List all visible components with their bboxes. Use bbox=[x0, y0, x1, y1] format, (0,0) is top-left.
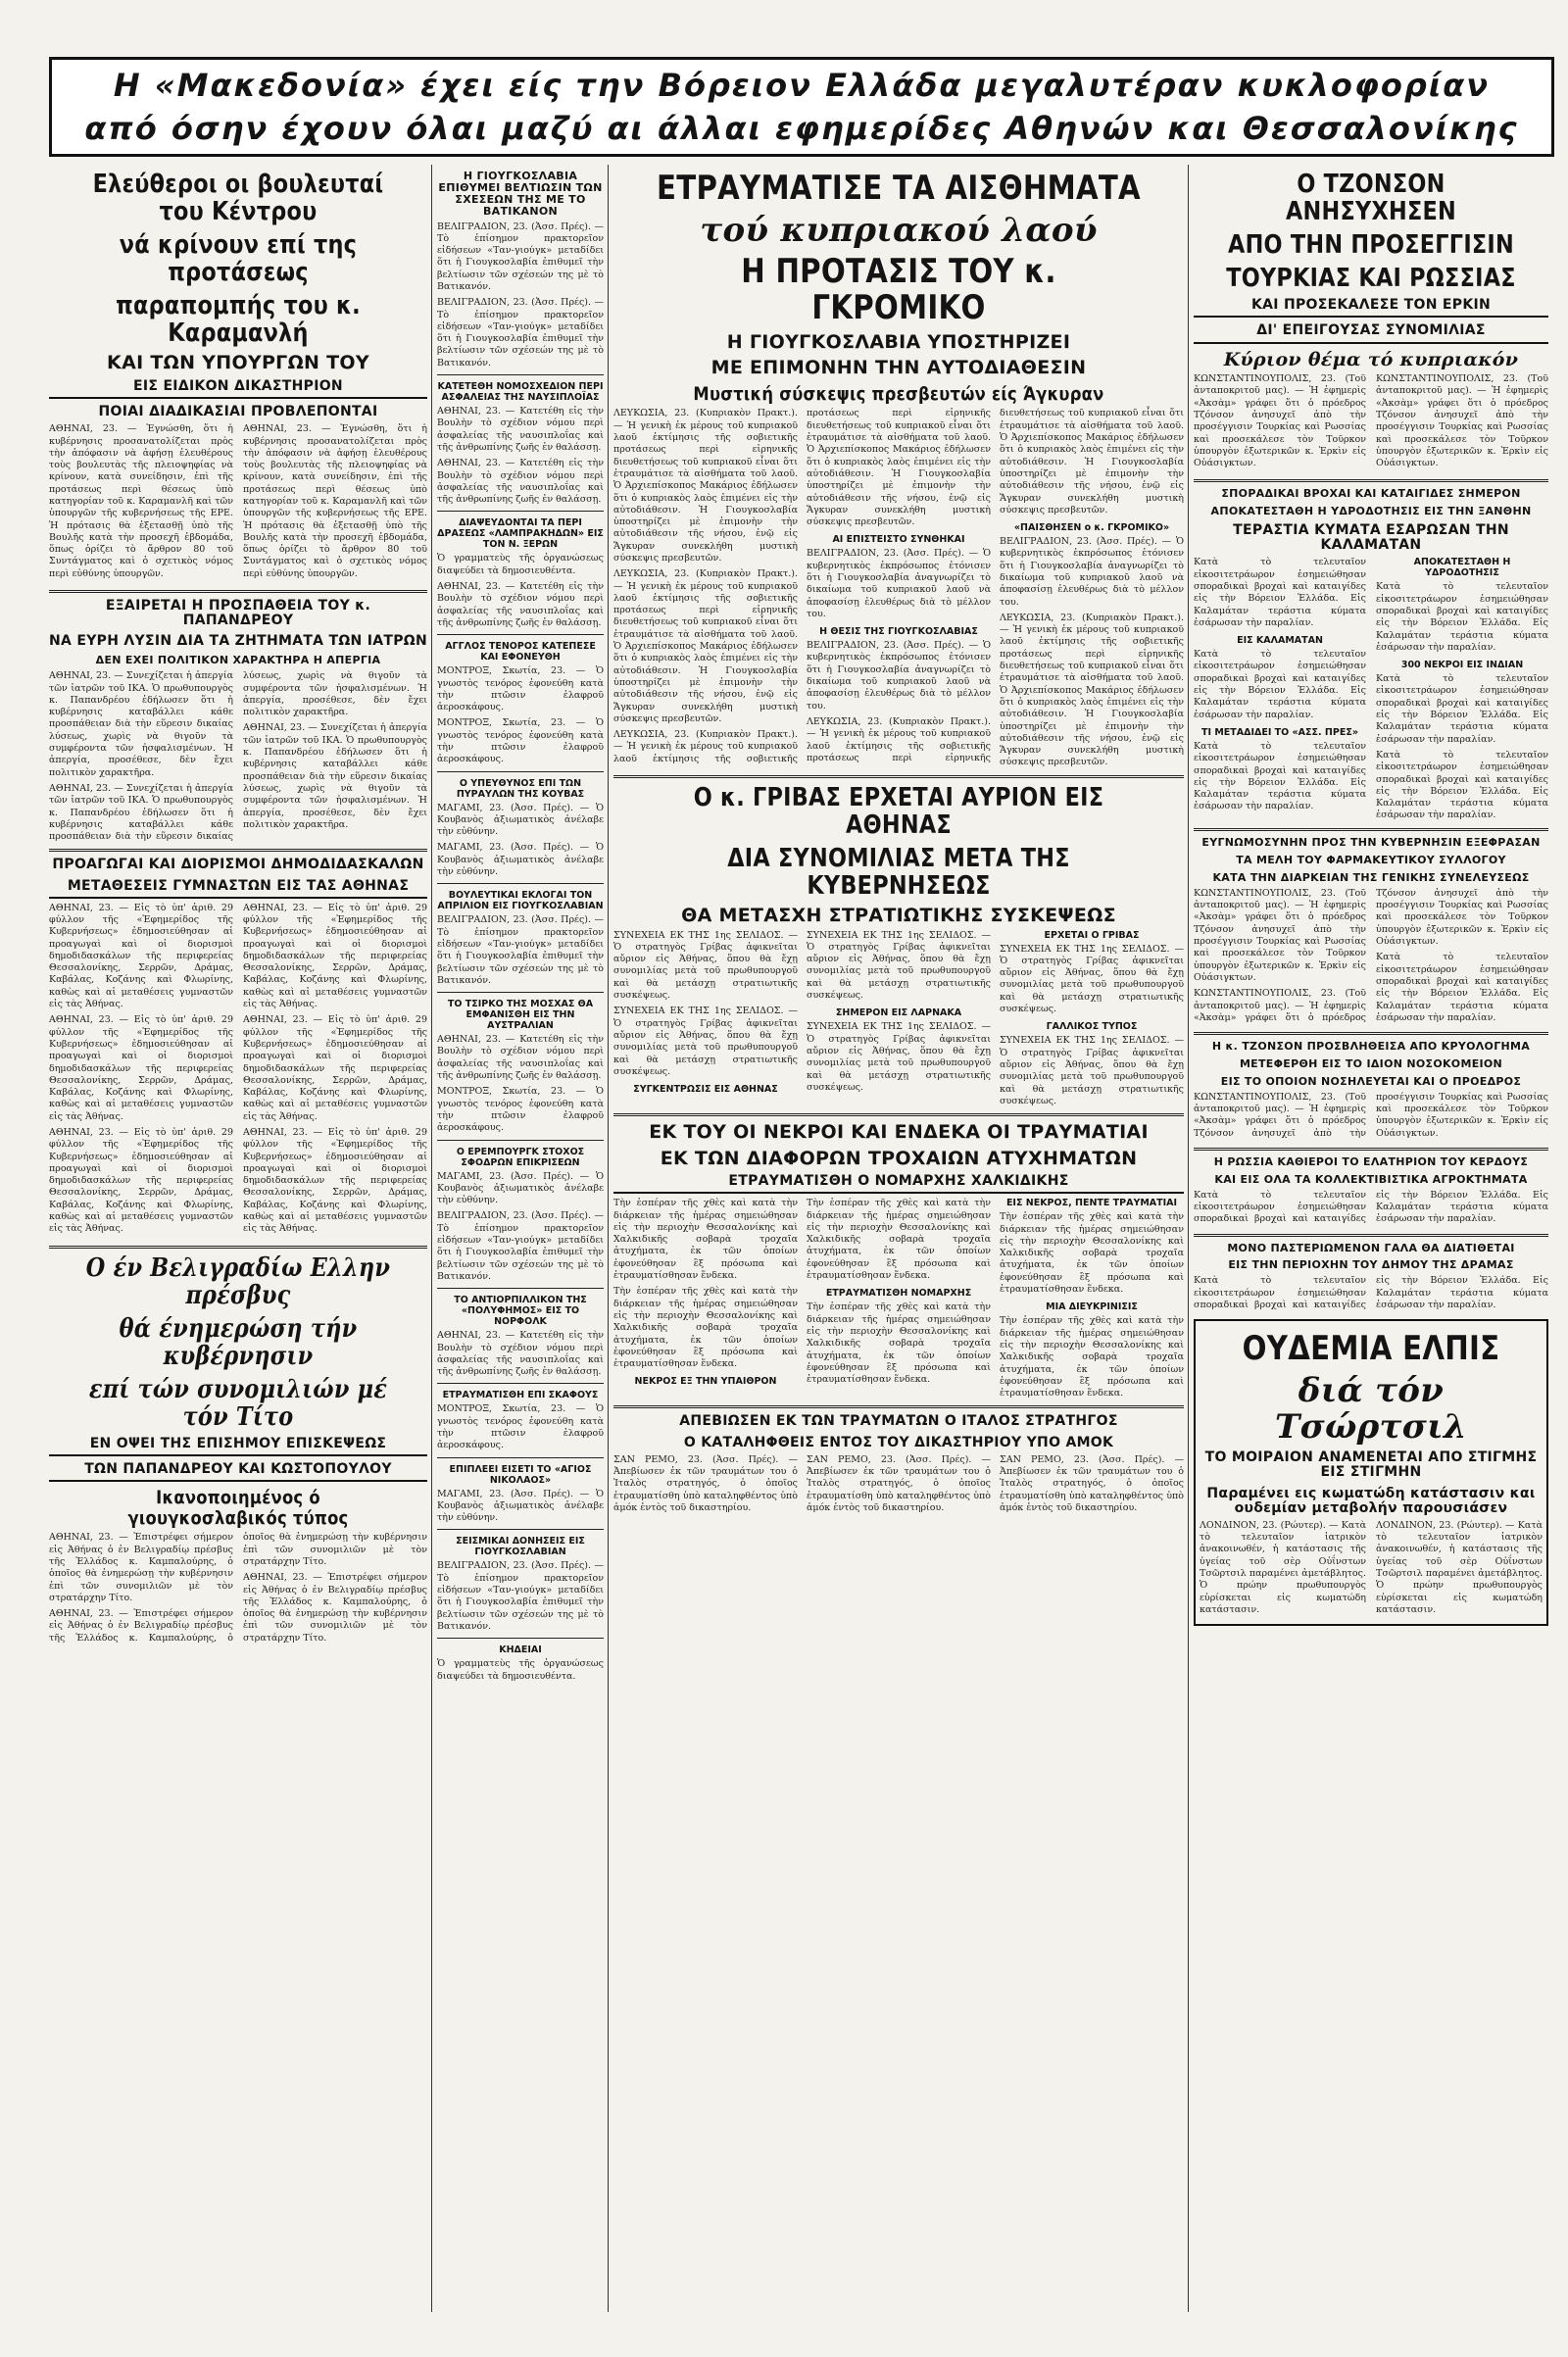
article-headline: ΚΗΔΕΙΑΙ bbox=[499, 1645, 542, 1656]
column-2 bbox=[437, 165, 604, 2312]
article-text: Κατὰ τὸ τελευταῖον εἰκοσιτετράωρον ἐσημειώθησαν σποραδικαὶ βροχαὶ καὶ καταιγίδες εἰς τὴν Βόρειον Ἑλλάδα. Εἰς Καλαμάταν τεράστια κύματα ἐσάρωσαν τὴν παραλίαν. bbox=[1194, 1275, 1548, 1310]
article-headline: Η ΡΩΣΣΙΑ ΚΑΘΙΕΡΟΙ ΤΟ ΕΛΑΤΗΡΙΟΝ ΤΟΥ ΚΕΡΔΟΥΣ bbox=[1213, 1154, 1529, 1168]
article-headline: ΕΙΣ ΤΗΝ ΠΕΡΙΟΧΗΝ ΤΟΥ ΔΗΜΟΥ ΤΗΣ ΔΡΑΜΑΣ bbox=[1228, 1258, 1514, 1272]
article-headline: ΜΟΝΟ ΠΑΣΤΕΡΙΩΜΕΝΟΝ ΓΑΛΑ ΘΑ ΔΙΑΤΙΘΕΤΑΙ bbox=[1227, 1241, 1515, 1254]
article-body bbox=[613, 1198, 1184, 1399]
article-text: ΣΥΝΕΧΕΙΑ ΕΚ ΤΗΣ 1ης ΣΕΛΙΔΟΣ. — Ὁ στρατηγὸς Γρίβας ἀφικνεῖται αὔριον εἰς Ἀθήνας, ὅπου θὰ ἔχῃ συνομιλίας μετὰ τοῦ πρωθυπουργοῦ καὶ θὰ μετάσχῃ στρατιωτικῆς συσκέψεως. bbox=[1000, 943, 1184, 1015]
article-text: ΚΩΝΣΤΑΝΤΙΝΟΥΠΟΛΙΣ, 23. (Τοῦ ἀνταποκριτοῦ μας). — Ἡ ἐφημερὶς «Ἀκσὰμ» γράφει ὅτι ὁ πρόεδρος Τζόνσον ἀνησυχεῖ ἀπὸ τὴν προσέγγισιν Τουρκίας καὶ Ρωσσίας καὶ προσεκάλεσε τὸν Τοῦρκον ὑπουργὸν ἐξωτερικῶν κ. Ἐρκὶν εἰς Οὐάσιγκτων. bbox=[1194, 887, 1366, 983]
article-subheadline: ΕΙΣ ΕΙΔΙΚΟΝ ΔΙΚΑΣΤΗΡΙΟΝ bbox=[49, 379, 427, 399]
article-headline: ΝΑ ΕΥΡΗ ΛΥΣΙΝ ΔΙΑ ΤΑ ΖΗΤΗΜΑΤΑ ΤΩΝ ΙΑΤΡΩΝ bbox=[49, 633, 427, 650]
article-text: ΚΩΝΣΤΑΝΤΙΝΟΥΠΟΛΙΣ, 23. (Τοῦ ἀνταποκριτοῦ μας). — Ἡ ἐφημερὶς «Ἀκσὰμ» γράφει ὅτι ὁ πρόεδρος Τζόνσον ἀνησυχεῖ ἀπὸ τὴν προσέγγισιν Τουρκίας καὶ Ρωσσίας καὶ προσεκάλεσε τὸν Τοῦρκον ὑπουργὸν ἐξωτερικῶν κ. Ἐρκὶν εἰς Οὐάσιγκτων. bbox=[1194, 373, 1366, 469]
article-headline: ΟΥΔΕΜΙΑ ΕΛΠΙΣ bbox=[1242, 1329, 1500, 1369]
article-headline: ΣΕΙΣΜΙΚΑΙ ΔΟΝΗΣΕΙΣ ΕΙΣ ΓΙΟΥΓΚΟΣΛΑΒΙΑΝ bbox=[456, 1536, 585, 1558]
article-headline: ΕΚ ΤΟΥ ΟΙ ΝΕΚΡΟΙ ΚΑΙ ΕΝΔΕΚΑ ΟΙ ΤΡΑΥΜΑΤΙΑΙ bbox=[649, 1121, 1149, 1144]
article-text: Τὴν ἑσπέραν τῆς χθὲς καὶ κατὰ τὴν διάρκειαν τῆς ἡμέρας σημειώθησαν εἰς τὴν περιοχὴν Θεσσαλονίκης καὶ Χαλκιδικῆς σοβαρὰ τροχαῖα ἀτυχήματα, ἐκ τῶν ὁποίων ἐφονεύθησαν ἓξ πρόσωπα καὶ ἐτραυματίσθησαν ἕνδεκα. bbox=[807, 1198, 991, 1282]
article-text: ΑΘΗΝΑΙ, 23. — Ἐγνώσθη, ὅτι ἡ κυβέρνησις προσανατολίζεται πρὸς τὴν ἀπόφασιν νὰ ἀφήσῃ ἐλευθέρους τοὺς βουλευτὰς τῆς πλειοψηφίας νὰ κρίνουν, κατὰ συνείδησιν, ἐπὶ τῆς προτάσεως περὶ θέσεως ὑπὸ κατηγορίαν τοῦ κ. Καραμανλῆ καὶ τῶν ὑπουργῶν τῆς κυβερνήσεως τῆς ΕΡΕ. Ἡ πρότασις θὰ ἐξετασθῇ ὑπὸ τῆς Βουλῆς κατὰ τὴν προσεχῆ ἑβδομάδα, ὅπως ὁρίζει τὸ ἄρθρον 80 τοῦ Συντάγματος καὶ ὁ σχετικὸς νόμος περὶ εὐθύνης ὑπουργῶν. bbox=[243, 423, 427, 579]
article-subheadline: ΔΙ' ΕΠΕΙΓΟΥΣΑΣ ΣΥΝΟΜΙΛΙΑΣ bbox=[1194, 323, 1548, 343]
article-subheadline: ΤΙ ΜΕΤΑΔΙΔΕΙ ΤΟ «ΑΣΣ. ΠΡΕΣ» bbox=[1201, 726, 1358, 738]
article-body bbox=[1194, 1275, 1548, 1313]
article-text: ΣΥΝΕΧΕΙΑ ΕΚ ΤΗΣ 1ης ΣΕΛΙΔΟΣ. — Ὁ στρατηγὸς Γρίβας ἀφικνεῖται αὔριον εἰς Ἀθήνας, ὅπου θὰ ἔχῃ συνομιλίας μετὰ τοῦ πρωθυπουργοῦ καὶ θὰ μετάσχῃ στρατιωτικῆς συσκέψεως. bbox=[807, 929, 991, 1002]
article-text: Κατὰ τὸ τελευταῖον εἰκοσιτετράωρον ἐσημειώθησαν σποραδικαὶ βροχαὶ καὶ καταιγίδες εἰς τὴν Βόρειον Ἑλλάδα. Εἰς Καλαμάταν τεράστια κύματα ἐσάρωσαν τὴν παραλίαν. bbox=[1376, 673, 1548, 745]
newspaper-page bbox=[20, 18, 1548, 2322]
article-text: ΚΩΝΣΤΑΝΤΙΝΟΥΠΟΛΙΣ, 23. (Τοῦ ἀνταποκριτοῦ μας). — Ἡ ἐφημερὶς «Ἀκσὰμ» γράφει ὅτι ὁ πρόεδρος Τζόνσον ἀνησυχεῖ ἀπὸ τὴν προσέγγισιν Τουρκίας καὶ Ρωσσίας καὶ προσεκάλεσε τὸν Τοῦρκον ὑπουργὸν ἐξωτερικῶν κ. Ἐρκὶν εἰς Οὐάσιγκτων. bbox=[1194, 1091, 1548, 1139]
article-subheadline: Παραμένει εις κωματώδη κατάστασιν και ουδεμίαν μεταβολήν παρουσιάσεν bbox=[1206, 1485, 1536, 1516]
column-divider bbox=[608, 165, 609, 2312]
article-subheadline: 300 ΝΕΚΡΟΙ ΕΙΣ ΙΝΔΙΑΝ bbox=[1400, 660, 1524, 671]
article-text: Κατὰ τὸ τελευταῖον εἰκοσιτετράωρον ἐσημειώθησαν σποραδικαὶ βροχαὶ καὶ καταιγίδες εἰς τὴν Βόρειον Ἑλλάδα. Εἰς Καλαμάταν τεράστια κύματα ἐσάρωσαν τὴν παραλίαν. bbox=[1194, 740, 1366, 812]
article-subheadline: ΜΙΑ ΔΙΕΥΚΡΙΝΙΣΙΣ bbox=[1046, 1301, 1138, 1313]
article-headline: Ελεύθεροι οι βουλευταί του Κέντρου bbox=[92, 170, 384, 227]
divider bbox=[437, 1383, 604, 1384]
article-headline: ΑΠΟΚΑΤΕΣΤΑΘΗ Η ΥΔΡΟΔΟΤΗΣΙΣ ΕΙΣ ΤΗΝ ΞΑΝΘΗΝ bbox=[1210, 505, 1532, 518]
divider bbox=[437, 771, 604, 772]
article-text: ΚΩΝΣΤΑΝΤΙΝΟΥΠΟΛΙΣ, 23. (Τοῦ ἀνταποκριτοῦ μας). — Ἡ ἐφημερὶς «Ἀκσὰμ» γράφει ὅτι ὁ πρόεδρος Τζόνσον ἀνησυχεῖ ἀπὸ τὴν προσέγγισιν Τουρκίας καὶ Ρωσσίας καὶ προσεκάλεσε τὸν Τοῦρκον ὑπουργὸν ἐξωτερικῶν κ. Ἐρκὶν εἰς Οὐάσιγκτων. bbox=[1194, 887, 1548, 1023]
article-body bbox=[1194, 557, 1548, 822]
article-text: ΜΟΝΤΡΟΞ, Σκωτία, 23. — Ὁ γνωστὸς τενόρος ἐφονεύθη κατὰ τὴν πτῶσιν ἐλαφροῦ ἀεροσκάφους. bbox=[437, 717, 604, 765]
article-text: ΛΕΥΚΩΣΙΑ, 23. (Κυπριακὸν Πρακτ.). — Ἡ γενικὴ ἐκ μέρους τοῦ κυπριακοῦ λαοῦ ἐκτίμησις τῆς σοβιετικῆς προτάσεως περὶ εἰρηνικῆς διευθετήσεως τοῦ κυπριακοῦ εἶναι ὅτι ἐτραυμάτισε τὰ αἰσθήματα τοῦ λαοῦ. Ὁ Ἀρχιεπίσκοπος Μακάριος ἐδήλωσεν ὅτι ὁ κυπριακὸς λαὸς ἐπιμένει εἰς τὴν αὐτοδιάθεσιν. Ἡ Γιουγκοσλαβία ὑποστηρίζει μὲ ἐπιμονὴν τὴν αὐτοδιάθεσιν τῆς νήσου, ἐνῷ εἰς Ἄγκυραν συνεκλήθη μυστικὴ σύσκεψις πρεσβευτῶν. bbox=[1000, 612, 1184, 768]
column-3 bbox=[613, 165, 1184, 2312]
article-headline: Ο ΕΡΕΜΠΟΥΡΓΚ ΣΤΟΧΟΣ ΣΦΟΔΡΩΝ ΕΠΙΚΡΙΣΕΩΝ bbox=[456, 1146, 585, 1168]
article-text: ΑΘΗΝΑΙ, 23. — Ἐγνώσθη, ὅτι ἡ κυβέρνησις προσανατολίζεται πρὸς τὴν ἀπόφασιν νὰ ἀφήσῃ ἐλευθέρους τοὺς βουλευτὰς τῆς πλειοψηφίας νὰ κρίνουν, κατὰ συνείδησιν, ἐπὶ τῆς προτάσεως περὶ θέσεως ὑπὸ κατηγορίαν τοῦ κ. Καραμανλῆ καὶ τῶν ὑπουργῶν τῆς κυβερνήσεως τῆς ΕΡΕ. Ἡ πρότασις θὰ ἐξετασθῇ ὑπὸ τῆς Βουλῆς κατὰ τὴν προσεχῆ ἑβδομάδα, ὅπως ὁρίζει τὸ ἄρθρον 80 τοῦ Συντάγματος καὶ ὁ σχετικὸς νόμος περὶ εὐθύνης ὑπουργῶν. bbox=[49, 423, 233, 579]
article-subheadline: Μυστική σύσκεψις πρεσβευτών είς Άγκυραν bbox=[693, 382, 1104, 405]
divider bbox=[49, 590, 427, 593]
article-text: ΚΩΝΣΤΑΝΤΙΝΟΥΠΟΛΙΣ, 23. (Τοῦ ἀνταποκριτοῦ μας). — Ἡ ἐφημερὶς «Ἀκσὰμ» γράφει ὅτι ὁ πρόεδρος Τζόνσον ἀνησυχεῖ ἀπὸ τὴν προσέγγισιν Τουρκίας καὶ Ρωσσίας καὶ προσεκάλεσε τὸν Τοῦρκον ὑπουργὸν ἐξωτερικῶν κ. Ἐρκὶν εἰς Οὐάσιγκτων. bbox=[1376, 373, 1548, 469]
article-subheadline: ΠΟΙΑΙ ΔΙΑΔΙΚΑΣΙΑΙ ΠΡΟΒΛΕΠΟΝΤΑΙ bbox=[98, 404, 378, 420]
article-headline: ΑΠΟ ΤΗΝ ΠΡΟΣΕΓΓΙΣΙΝ bbox=[1228, 230, 1514, 261]
article-subheadline: ΘΑ ΜΕΤΑΣΧΗ ΣΤΡΑΤΙΩΤΙΚΗΣ ΣΥΣΚΕΨΕΩΣ bbox=[681, 905, 1116, 927]
article-text: ΛΟΝΔΙΝΟΝ, 23. (Ρώυτερ). — Κατὰ τὸ τελευταῖον ἰατρικὸν ἀνακοινωθέν, ἡ κατάστασις τῆς ὑγείας τοῦ σὲρ Οὐΐνστων Τσῶρτσιλ παραμένει ἀμετάβλητος. Ὁ πρώην πρωθυπουργὸς εὑρίσκεται εἰς κωματώδη κατάστασιν. bbox=[1200, 1519, 1366, 1615]
divider bbox=[1194, 1032, 1548, 1035]
column-divider bbox=[1188, 165, 1189, 2312]
article-text: ΑΘΗΝΑΙ, 23. — Εἰς τὸ ὑπ' ἀριθ. 29 φύλλον τῆς «Ἐφημερίδος τῆς Κυβερνήσεως» ἐδημοσιεύθησαν αἱ προαγωγαὶ καὶ οἱ διορισμοὶ δημοδιδασκάλων τῆς περιφερείας Θεσσαλονίκης, Σερρῶν, Δράμας, Καβάλας, Κοζάνης καὶ Φλωρίνης, καθὼς καὶ αἱ μεταθέσεις γυμναστῶν εἰς τὰς Ἀθήνας. bbox=[243, 1014, 427, 1122]
article-headline: ΤΟ ΤΣΙΡΚΟ ΤΗΣ ΜΟΣΧΑΣ ΘΑ ΕΜΦΑΝΙΣΘΗ ΕΙΣ ΤΗΝ ΑΥΣΤΡΑΛΙΑΝ bbox=[447, 999, 594, 1032]
article-body bbox=[49, 903, 427, 1240]
article-text: ΒΕΛΙΓΡΑΔΙΟΝ, 23. (Ἀσσ. Πρές). — Τὸ ἐπίσημον πρακτορεῖον εἰδήσεων «Ταν-γιούγκ» μεταδίδει ὅτι ἡ Γιουγκοσλαβία ἐπιθυμεῖ τὴν βελτίωσιν τῶν σχέσεών της μὲ τὸ Βατικανόν. bbox=[437, 1560, 604, 1632]
article-body bbox=[49, 423, 427, 584]
article-subheadline: ΜΕΤΑΘΕΣΕΙΣ ΓΥΜΝΑΣΤΩΝ ΕΙΣ ΤΑΣ ΑΘΗΝΑΣ bbox=[49, 879, 427, 899]
banner-line-1: Η «Μακεδονία» έχει είς την Βόρειον Ελλάδα μεγαλυτέραν κυκλοφορίαν bbox=[113, 67, 1491, 104]
article-text: ΒΕΛΙΓΡΑΔΙΟΝ, 23. (Ἀσσ. Πρές). — Ὁ κυβερνητικὸς ἐκπρόσωπος ἐτόνισεν ὅτι ἡ Γιουγκοσλαβία ἀναγνωρίζει τὸ δικαίωμα τοῦ κυπριακοῦ λαοῦ νὰ ἀποφασίσῃ ἐλευθέρως διὰ τὸ μέλλον του. bbox=[807, 548, 991, 619]
article-text: ΑΘΗΝΑΙ, 23. — Συνεχίζεται ἡ ἀπεργία τῶν ἰατρῶν τοῦ ΙΚΑ. Ὁ πρωθυπουργὸς κ. Παπανδρέου ἐδήλωσεν ὅτι ἡ κυβέρνησις καταβάλλει κάθε προσπάθειαν διὰ τὴν εὕρεσιν δικαίας λύσεως, χωρὶς νὰ θιγοῦν τὰ συμφέροντα τῶν ἠσφαλισμένων. Ἡ ἀπεργία, προσέθεσε, δὲν ἔχει πολιτικὸν χαρακτῆρα. bbox=[49, 670, 427, 843]
column-divider bbox=[431, 165, 432, 2312]
article-headline: Ο έν Βελιγραδίω Ελλην πρέσβυς bbox=[85, 1252, 391, 1310]
article-headline: ΣΠΟΡΑΔΙΚΑΙ ΒΡΟΧΑΙ ΚΑΙ ΚΑΤΑΙΓΙΔΕΣ ΣΗΜΕΡΟΝ bbox=[1221, 487, 1521, 501]
article-headline: ΚΑΙ ΕΙΣ ΟΛΑ ΤΑ ΚΟΛΛΕΚΤΙΒΙΣΤΙΚΑ ΑΓΡΟΚΤΗΜΑΤΑ bbox=[1214, 1172, 1528, 1186]
article-body bbox=[613, 1454, 1184, 1518]
article-text: ΑΘΗΝΑΙ, 23. — Κατετέθη εἰς τὴν Βουλὴν τὸ σχέδιον νόμου περὶ ἀσφαλείας τῆς ναυσιπλοΐας καὶ τῆς ἀνθρωπίνης ζωῆς ἐν θαλάσσῃ. bbox=[437, 1330, 604, 1378]
article-text: ΜΑΓΑΜΙ, 23. (Ἀσσ. Πρές). — Ὁ Κουβανὸς ἀξιωματικὸς ἀνέλαβε τὴν εὐθύνην. bbox=[437, 802, 604, 838]
article-headline: ΕΚ ΤΩΝ ΔΙΑΦΟΡΩΝ ΤΡΟΧΑΙΩΝ ΑΤΥΧΗΜΑΤΩΝ bbox=[660, 1147, 1138, 1169]
article-text: ΑΘΗΝΑΙ, 23. — Συνεχίζεται ἡ ἀπεργία τῶν ἰατρῶν τοῦ ΙΚΑ. Ὁ πρωθυπουργὸς κ. Παπανδρέου ἐδήλωσεν ὅτι ἡ κυβέρνησις καταβάλλει κάθε προσπάθειαν διὰ τὴν εὕρεσιν δικαίας λύσεως, χωρὶς νὰ θιγοῦν τὰ συμφέροντα τῶν ἠσφαλισμένων. Ἡ ἀπεργία, προσέθεσε, δὲν ἔχει πολιτικὸν χαρακτῆρα. bbox=[243, 722, 427, 830]
divider bbox=[1194, 1234, 1548, 1237]
divider bbox=[437, 1140, 604, 1141]
article-text: ΜΟΝΤΡΟΞ, Σκωτία, 23. — Ὁ γνωστὸς τενόρος ἐφονεύθη κατὰ τὴν πτῶσιν ἐλαφροῦ ἀεροσκάφους. bbox=[437, 1403, 604, 1451]
article-headline: ΑΓΓΛΟΣ ΤΕΝΟΡΟΣ ΚΑΤΕΠΕΣΕ ΚΑΙ ΕΦΟΝΕΥΘΗ bbox=[445, 641, 596, 663]
article-subheadline: ΕΙΣ ΚΑΛΑΜΑΤΑΝ bbox=[1237, 635, 1323, 647]
article-headline: ΕΤΡΑΥΜΑΤΙΣΘΗ ΕΠΙ ΣΚΑΦΟΥΣ bbox=[442, 1390, 599, 1401]
article-headline: Ο ΥΠΕΥΘΥΝΟΣ ΕΠΙ ΤΩΝ ΠΥΡΑΥΛΩΝ ΤΗΣ ΚΟΥΒΑΣ bbox=[456, 777, 585, 800]
article-subheadline: ΑΙ ΕΠΙΣΤΕΙΣΤΟ ΣΥΝΘΗΚΑΙ bbox=[832, 534, 965, 546]
article-text: ΣΥΝΕΧΕΙΑ ΕΚ ΤΗΣ 1ης ΣΕΛΙΔΟΣ. — Ὁ στρατηγὸς Γρίβας ἀφικνεῖται αὔριον εἰς Ἀθήνας, ὅπου θὰ ἔχῃ συνομιλίας μετὰ τοῦ πρωθυπουργοῦ καὶ θὰ μετάσχῃ στρατιωτικῆς συσκέψεως. bbox=[1000, 1035, 1184, 1106]
article-headline: ΒΟΥΛΕΥΤΙΚΑΙ ΕΚΛΟΓΑΙ ΤΟΝ ΑΠΡΙΛΙΟΝ ΕΙΣ ΓΙΟΥΓΚΟΣΛΑΒΙΑΝ bbox=[437, 890, 604, 912]
article-subheadline: ΣΗΜΕΡΟΝ ΕΙΣ ΛΑΡΝΑΚΑ bbox=[835, 1007, 962, 1019]
article-text: ΣΥΝΕΧΕΙΑ ΕΚ ΤΗΣ 1ης ΣΕΛΙΔΟΣ. — Ὁ στρατηγὸς Γρίβας ἀφικνεῖται αὔριον εἰς Ἀθήνας, ὅπου θὰ ἔχῃ συνομιλίας μετὰ τοῦ πρωθυπουργοῦ καὶ θὰ μετάσχῃ στρατιωτικῆς συσκέψεως. bbox=[807, 1021, 991, 1093]
article-body bbox=[613, 930, 1184, 1108]
article-subheadline: ΤΩΝ ΠΑΠΑΝΔΡΕΟΥ ΚΑΙ ΚΩΣΤΟΠΟΥΛΟΥ bbox=[49, 1462, 427, 1482]
article-subheadline: ΕΤΡΑΥΜΑΤΙΣΘΗ Ο ΝΟΜΑΡΧΗΣ ΧΑΛΚΙΔΙΚΗΣ bbox=[613, 1174, 1184, 1194]
article-text: ΛΕΥΚΩΣΙΑ, 23. (Κυπριακὸν Πρακτ.). — Ἡ γενικὴ ἐκ μέρους τοῦ κυπριακοῦ λαοῦ ἐκτίμησις τῆς σοβιετικῆς προτάσεως περὶ εἰρηνικῆς διευθετήσεως τοῦ κυπριακοῦ εἶναι ὅτι ἐτραυμάτισε τὰ αἰσθήματα τοῦ λαοῦ. Ὁ Ἀρχιεπίσκοπος Μακάριος ἐδήλωσεν ὅτι ὁ κυπριακὸς λαὸς ἐπιμένει εἰς τὴν αὐτοδιάθεσιν. Ἡ Γιουγκοσλαβία ὑποστηρίζει μὲ ἐπιμονὴν τὴν αὐτοδιάθεσιν τῆς νήσου, ἐνῷ εἰς Ἄγκυραν συνεκλήθη μυστικὴ σύσκεψις πρεσβευτῶν. bbox=[613, 408, 991, 764]
article-headline: ΑΠΕΒΙΩΣΕΝ ΕΚ ΤΩΝ ΤΡΑΥΜΑΤΩΝ Ο ΙΤΑΛΟΣ ΣΤΡΑΤΗΓΟΣ bbox=[679, 1413, 1118, 1430]
article-text: ΑΘΗΝΑΙ, 23. — Εἰς τὸ ὑπ' ἀριθ. 29 φύλλον τῆς «Ἐφημερίδος τῆς Κυβερνήσεως» ἐδημοσιεύθησαν αἱ προαγωγαὶ καὶ οἱ διορισμοὶ δημοδιδασκάλων τῆς περιφερείας Θεσσαλονίκης, Σερρῶν, Δράμας, Καβάλας, Κοζάνης καὶ Φλωρίνης, καθὼς καὶ αἱ μεταθέσεις γυμναστῶν εἰς τὰς Ἀθήνας. bbox=[243, 902, 427, 1010]
article-subheadline: ΚΑΙ ΠΡΟΣΕΚΑΛΕΣΕ ΤΟΝ ΕΡΚΙΝ bbox=[1194, 298, 1548, 318]
article-headline: ΕΙΣ ΤΟ ΟΠΟΙΟΝ ΝΟΣΗΛΕΥΕΤΑΙ ΚΑΙ Ο ΠΡΟΕΔΡΟΣ bbox=[1220, 1074, 1522, 1088]
article-text: ΑΘΗΝΑΙ, 23. — Κατετέθη εἰς τὴν Βουλὴν τὸ σχέδιον νόμου περὶ ἀσφαλείας τῆς ναυσιπλοΐας καὶ τῆς ἀνθρωπίνης ζωῆς ἐν θαλάσσῃ. bbox=[437, 406, 604, 453]
article-headline: νά κρίνουν επί της προτάσεως bbox=[119, 230, 358, 288]
article-text: Κατὰ τὸ τελευταῖον εἰκοσιτετράωρον ἐσημειώθησαν σποραδικαὶ βροχαὶ καὶ καταιγίδες εἰς τὴν Βόρειον Ἑλλάδα. Εἰς Καλαμάταν τεράστια κύματα ἐσάρωσαν τὴν παραλίαν. bbox=[1376, 749, 1548, 821]
article-body bbox=[613, 408, 1184, 768]
article-text: ΑΘΗΝΑΙ, 23. — Κατετέθη εἰς τὴν Βουλὴν τὸ σχέδιον νόμου περὶ ἀσφαλείας τῆς ναυσιπλοΐας καὶ τῆς ἀνθρωπίνης ζωῆς ἐν θαλάσσῃ. bbox=[437, 1034, 604, 1082]
article-headline: θά ένημερώση τήν κυβέρνησιν bbox=[119, 1313, 358, 1371]
banner-line-2: από όσην έχουν όλαι μαζύ αι άλλαι εφημερίδες Αθηνών και Θεσσαλονίκης bbox=[84, 110, 1519, 147]
article-body bbox=[1194, 888, 1548, 1026]
article-text: Τὴν ἑσπέραν τῆς χθὲς καὶ κατὰ τὴν διάρκειαν τῆς ἡμέρας σημειώθησαν εἰς τὴν περιοχὴν Θεσσαλονίκης καὶ Χαλκιδικῆς σοβαρὰ τροχαῖα ἀτυχήματα, ἐκ τῶν ὁποίων ἐφονεύθησαν ἓξ πρόσωπα καὶ ἐτραυματίσθησαν ἕνδεκα. bbox=[613, 1198, 798, 1282]
divider bbox=[437, 634, 604, 635]
divider bbox=[437, 1457, 604, 1458]
article-body bbox=[1200, 1520, 1543, 1620]
article-headline: ΕΞΑΙΡΕΤΑΙ Η ΠΡΟΣΠΑΘΕΙΑ ΤΟΥ κ. ΠΑΠΑΝΔΡΕΟΥ bbox=[105, 598, 371, 629]
article-text: Τὴν ἑσπέραν τῆς χθὲς καὶ κατὰ τὴν διάρκειαν τῆς ἡμέρας σημειώθησαν εἰς τὴν περιοχὴν Θεσσαλονίκης καὶ Χαλκιδικῆς σοβαρὰ τροχαῖα ἀτυχήματα, ἐκ τῶν ὁποίων ἐφονεύθησαν ἓξ πρόσωπα καὶ ἐτραυματίσθησαν ἕνδεκα. bbox=[1000, 1211, 1184, 1296]
article-headline: ΤΕΡΑΣΤΙΑ ΚΥΜΑΤΑ ΕΣΑΡΩΣΑΝ ΤΗΝ ΚΑΛΑΜΑΤΑΝ bbox=[1233, 522, 1509, 554]
article-subheadline: ΕΙΣ ΝΕΚΡΟΣ, ΠΕΝΤΕ ΤΡΑΥΜΑΤΙΑΙ bbox=[1005, 1198, 1178, 1209]
article-headline: ΔΙΑΨΕΥΔΟΝΤΑΙ ΤΑ ΠΕΡΙ ΔΡΑΣΕΩΣ «ΛΑΜΠΡΑΚΗΔΩΝ» ΕΙΣ ΤΟΝ Ν. ΞΕΡΩΝ bbox=[437, 517, 604, 551]
article-text: ΛΕΥΚΩΣΙΑ, 23. (Κυπριακὸν Πρακτ.). — Ἡ γενικὴ ἐκ μέρους τοῦ κυπριακοῦ λαοῦ ἐκτίμησις τῆς σοβιετικῆς προτάσεως περὶ εἰρηνικῆς διευθετήσεως τοῦ κυπριακοῦ εἶναι ὅτι ἐτραυμάτισε τὰ αἰσθήματα τοῦ λαοῦ. Ὁ Ἀρχιεπίσκοπος Μακάριος ἐδήλωσεν ὅτι ὁ κυπριακὸς λαὸς ἐπιμένει εἰς τὴν αὐτοδιάθεσιν. Ἡ Γιουγκοσλαβία ὑποστηρίζει μὲ ἐπιμονὴν τὴν αὐτοδιάθεσιν τῆς νήσου, ἐνῷ εἰς Ἄγκυραν συνεκλήθη μυστικὴ σύσκεψις πρεσβευτῶν. bbox=[807, 408, 1184, 763]
article-text: Κατὰ τὸ τελευταῖον εἰκοσιτετράωρον ἐσημειώθησαν σποραδικαὶ βροχαὶ καὶ καταιγίδες εἰς τὴν Βόρειον Ἑλλάδα. Εἰς Καλαμάταν τεράστια κύματα ἐσάρωσαν τὴν παραλίαν. bbox=[1376, 952, 1548, 1023]
article-text: ΣΑΝ ΡΕΜΟ, 23. (Ἀσσ. Πρές). — Ἀπεβίωσεν ἐκ τῶν τραυμάτων του ὁ Ἰταλὸς στρατηγός, ὁ ὁποῖος ἐτραυματίσθη ὑπὸ καταληφθέντος ὑπὸ ἀμόκ ἐντὸς τοῦ δικαστηρίου. bbox=[1000, 1453, 1184, 1513]
divider bbox=[437, 883, 604, 884]
article-headline: ΠΡΟΑΓΩΓΑΙ ΚΑΙ ΔΙΟΡΙΣΜΟΙ ΔΗΜΟΔΙΔΑΣΚΑΛΩΝ bbox=[52, 857, 424, 873]
divider bbox=[613, 1113, 1184, 1116]
article-text: Τὴν ἑσπέραν τῆς χθὲς καὶ κατὰ τὴν διάρκειαν τῆς ἡμέρας σημειώθησαν εἰς τὴν περιοχὴν Θεσσαλονίκης καὶ Χαλκιδικῆς σοβαρὰ τροχαῖα ἀτυχήματα, ἐκ τῶν ὁποίων ἐφονεύθησαν ἓξ πρόσωπα καὶ ἐτραυματίσθησαν ἕνδεκα. bbox=[1000, 1315, 1184, 1399]
divider bbox=[437, 1288, 604, 1289]
column-1 bbox=[49, 165, 427, 2312]
article-text: ΒΕΛΙΓΡΑΔΙΟΝ, 23. (Ἀσσ. Πρές). — Ὁ κυβερνητικὸς ἐκπρόσωπος ἐτόνισεν ὅτι ἡ Γιουγκοσλαβία ἀναγνωρίζει τὸ δικαίωμα τοῦ κυπριακοῦ λαοῦ νὰ ἀποφασίσῃ ἐλευθέρως διὰ τὸ μέλλον του. bbox=[807, 640, 991, 712]
article-text: ΒΕΛΙΓΡΑΔΙΟΝ, 23. (Ἀσσ. Πρές). — Ὁ κυβερνητικὸς ἐκπρόσωπος ἐτόνισεν ὅτι ἡ Γιουγκοσλαβία ἀναγνωρίζει τὸ δικαίωμα τοῦ κυπριακοῦ λαοῦ νὰ ἀποφασίσῃ ἐλευθέρως διὰ τὸ μέλλον του. bbox=[1000, 536, 1184, 608]
article-text: ΑΘΗΝΑΙ, 23. — Ἐπιστρέφει σήμερον εἰς Ἀθήνας ὁ ἐν Βελιγραδίῳ πρέσβυς τῆς Ἑλλάδος κ. Καμπαλούρης, ὁ ὁποῖος θὰ ἐνημερώσῃ τὴν κυβέρνησιν ἐπὶ τῶν συνομιλιῶν μὲ τὸν στρατάρχην Τίτο. bbox=[243, 1572, 427, 1644]
article-subheadline: ΕΡΧΕΤΑΙ Ο ΓΡΙΒΑΣ bbox=[1044, 929, 1140, 941]
article-text: ΜΑΓΑΜΙ, 23. (Ἀσσ. Πρές). — Ὁ Κουβανὸς ἀξιωματικὸς ἀνέλαβε τὴν εὐθύνην. bbox=[437, 842, 604, 878]
article-headline: ΕΠΙΠΛΕΕΙ ΕΙΣΕΤΙ ΤΟ «ΑΓΙΟΣ ΝΙΚΟΛΑΟΣ» bbox=[449, 1463, 592, 1486]
article-headline: ΕΥΓΝΩΜΟΣΥΝΗΝ ΠΡΟΣ ΤΗΝ ΚΥΒΕΡΝΗΣΙΝ ΕΞΕΦΡΑΣΑΝ bbox=[1201, 836, 1541, 850]
article-headline: παραπομπής του κ. Καραμανλή bbox=[116, 291, 361, 349]
article-subheadline: ΑΠΟΚΑΤΕΣΤΑΘΗ Η ΥΔΡΟΔΟΤΗΣΙΣ bbox=[1413, 557, 1511, 579]
article-subheadline: ΜΕ ΕΠΙΜΟΝΗΝ ΤΗΝ ΑΥΤΟΔΙΑΘΕΣΙΝ bbox=[710, 357, 1087, 379]
article-subheadline: Η ΓΙΟΥΓΚΟΣΛΑΒΙΑ ΥΠΟΣΤΗΡΙΖΕΙ bbox=[726, 330, 1071, 353]
article-subheadline: «ΠΑΙΣΘΗΣΕΝ ο κ. ΓΚΡΟΜΙΚΟ» bbox=[1013, 522, 1170, 534]
article-subheadline: ΔΕΝ ΕΧΕΙ ΠΟΛΙΤΙΚΟΝ ΧΑΡΑΚΤΗΡΑ Η ΑΠΕΡΓΙΑ bbox=[95, 654, 381, 667]
article-text: ΒΕΛΙΓΡΑΔΙΟΝ, 23. (Ἀσσ. Πρές). — Τὸ ἐπίσημον πρακτορεῖον εἰδήσεων «Ταν-γιούγκ» μεταδίδει ὅτι ἡ Γιουγκοσλαβία ἐπιθυμεῖ τὴν βελτίωσιν τῶν σχέσεών της μὲ τὸ Βατικανόν. bbox=[437, 221, 604, 292]
article-body bbox=[49, 670, 427, 843]
article-text: ΑΘΗΝΑΙ, 23. — Κατετέθη εἰς τὴν Βουλὴν τὸ σχέδιον νόμου περὶ ἀσφαλείας τῆς ναυσιπλοΐας καὶ τῆς ἀνθρωπίνης ζωῆς ἐν θαλάσσῃ. bbox=[437, 458, 604, 506]
article-subheadline: ΓΑΛΛΙΚΟΣ ΤΥΠΟΣ bbox=[1046, 1021, 1138, 1033]
article-text: ΑΘΗΝΑΙ, 23. — Ἐπιστρέφει σήμερον εἰς Ἀθήνας ὁ ἐν Βελιγραδίῳ πρέσβυς τῆς Ἑλλάδος κ. Καμπαλούρης, ὁ ὁποῖος θὰ ἐνημερώσῃ τὴν κυβέρνησιν ἐπὶ τῶν συνομιλιῶν μὲ τὸν στρατάρχην Τίτο. bbox=[49, 1532, 233, 1603]
article-text: ΑΘΗΝΑΙ, 23. — Συνεχίζεται ἡ ἀπεργία τῶν ἰατρῶν τοῦ ΙΚΑ. Ὁ πρωθυπουργὸς κ. Παπανδρέου ἐδήλωσεν ὅτι ἡ κυβέρνησις καταβάλλει κάθε προσπάθειαν διὰ τὴν εὕρεσιν δικαίας λύσεως, χωρὶς νὰ θιγοῦν τὰ συμφέροντα τῶν ἠσφαλισμένων. Ἡ ἀπεργία, προσέθεσε, δὲν ἔχει πολιτικὸν χαρακτῆρα. bbox=[49, 670, 233, 778]
article-body bbox=[1194, 1092, 1548, 1142]
article-headline: Η ΠΡΟΤΑΣΙΣ ΤΟΥ κ. ΓΚΡΟΜΙΚΟ bbox=[741, 252, 1056, 328]
article-headline: ΚΑΤΑ ΤΗΝ ΔΙΑΡΚΕΙΑΝ ΤΗΣ ΓΕΝΙΚΗΣ ΣΥΝΕΛΕΥΣΕΩΣ bbox=[1212, 870, 1530, 884]
article-subheadline: ΕΝ ΟΨΕΙ ΤΗΣ ΕΠΙΣΗΜΟΥ ΕΠΙΣΚΕΨΕΩΣ bbox=[49, 1437, 427, 1456]
article-text: ΛΟΝΔΙΝΟΝ, 23. (Ρώυτερ). — Κατὰ τὸ τελευταῖον ἰατρικὸν ἀνακοινωθέν, ἡ κατάστασις τῆς ὑγείας τοῦ σὲρ Οὐΐνστων Τσῶρτσιλ παραμένει ἀμετάβλητος. Ὁ πρώην πρωθυπουργὸς εὑρίσκεται εἰς κωματώδη κατάστασιν. bbox=[1376, 1519, 1543, 1615]
article-headline: Ο ΤΖΟΝΣΟΝ ΑΝΗΣΥΧΗΣΕΝ bbox=[1285, 170, 1456, 227]
column-4 bbox=[1194, 165, 1548, 2312]
article-text: ΑΘΗΝΑΙ, 23. — Εἰς τὸ ὑπ' ἀριθ. 29 φύλλον τῆς «Ἐφημερίδος τῆς Κυβερνήσεως» ἐδημοσιεύθησαν αἱ προαγωγαὶ καὶ οἱ διορισμοὶ δημοδιδασκάλων τῆς περιφερείας Θεσσαλονίκης, Σερρῶν, Δράμας, Καβάλας, Κοζάνης καὶ Φλωρίνης, καθὼς καὶ αἱ μεταθέσεις γυμναστῶν εἰς τὰς Ἀθήνας. bbox=[49, 1014, 233, 1122]
article-text: Κατὰ τὸ τελευταῖον εἰκοσιτετράωρον ἐσημειώθησαν σποραδικαὶ βροχαὶ καὶ καταιγίδες εἰς τὴν Βόρειον Ἑλλάδα. Εἰς Καλαμάταν τεράστια κύματα ἐσάρωσαν τὴν παραλίαν. bbox=[1194, 1189, 1548, 1225]
article-headline: ΤΑ ΜΕΛΗ ΤΟΥ ΦΑΡΜΑΚΕΥΤΙΚΟΥ ΣΥΛΛΟΓΟΥ bbox=[1236, 854, 1506, 867]
divider bbox=[437, 511, 604, 512]
article-text: Κατὰ τὸ τελευταῖον εἰκοσιτετράωρον ἐσημειώθησαν σποραδικαὶ βροχαὶ καὶ καταιγίδες εἰς τὴν Βόρειον Ἑλλάδα. Εἰς Καλαμάταν τεράστια κύματα ἐσάρωσαν τὴν παραλίαν. bbox=[1376, 581, 1548, 653]
divider bbox=[1194, 479, 1548, 482]
article-subheadline: Κύριον θέμα τό κυπριακόν bbox=[1223, 348, 1519, 370]
article-text: Τὴν ἑσπέραν τῆς χθὲς καὶ κατὰ τὴν διάρκειαν τῆς ἡμέρας σημειώθησαν εἰς τὴν περιοχὴν Θεσσαλονίκης καὶ Χαλκιδικῆς σοβαρὰ τροχαῖα ἀτυχήματα, ἐκ τῶν ὁποίων ἐφονεύθησαν ἓξ πρόσωπα καὶ ἐτραυματίσθησαν ἕνδεκα. bbox=[613, 1286, 798, 1370]
divider bbox=[437, 374, 604, 375]
article-text: ΒΕΛΙΓΡΑΔΙΟΝ, 23. (Ἀσσ. Πρές). — Τὸ ἐπίσημον πρακτορεῖον εἰδήσεων «Ταν-γιούγκ» μεταδίδει ὅτι ἡ Γιουγκοσλαβία ἐπιθυμεῖ τὴν βελτίωσιν τῶν σχέσεών της μὲ τὸ Βατικανόν. bbox=[437, 1210, 604, 1282]
article-text: ΜΑΓΑΜΙ, 23. (Ἀσσ. Πρές). — Ὁ Κουβανὸς ἀξιωματικὸς ἀνέλαβε τὴν εὐθύνην. bbox=[437, 1488, 604, 1524]
article-text: ΛΕΥΚΩΣΙΑ, 23. (Κυπριακὸν Πρακτ.). — Ἡ γενικὴ ἐκ μέρους τοῦ κυπριακοῦ λαοῦ ἐκτίμησις τῆς σοβιετικῆς προτάσεως περὶ εἰρηνικῆς διευθετήσεως τοῦ κυπριακοῦ εἶναι ὅτι ἐτραυμάτισε τὰ αἰσθήματα τοῦ λαοῦ. Ὁ Ἀρχιεπίσκοπος Μακάριος ἐδήλωσεν ὅτι ὁ κυπριακὸς λαὸς ἐπιμένει εἰς τὴν αὐτοδιάθεσιν. Ἡ Γιουγκοσλαβία ὑποστηρίζει μὲ ἐπιμονὴν τὴν αὐτοδιάθεσιν τῆς νήσου, ἐνῷ εἰς Ἄγκυραν συνεκλήθη μυστικὴ σύσκεψις πρεσβευτῶν. bbox=[613, 568, 798, 724]
article-text: Κατὰ τὸ τελευταῖον εἰκοσιτετράωρον ἐσημειώθησαν σποραδικαὶ βροχαὶ καὶ καταιγίδες εἰς τὴν Βόρειον Ἑλλάδα. Εἰς Καλαμάταν τεράστια κύματα ἐσάρωσαν τὴν παραλίαν. bbox=[1194, 649, 1366, 720]
article-text: Τὴν ἑσπέραν τῆς χθὲς καὶ κατὰ τὴν διάρκειαν τῆς ἡμέρας σημειώθησαν εἰς τὴν περιοχὴν Θεσσαλονίκης καὶ Χαλκιδικῆς σοβαρὰ τροχαῖα ἀτυχήματα, ἐκ τῶν ὁποίων ἐφονεύθησαν ἓξ πρόσωπα καὶ ἐτραυματίσθησαν ἕνδεκα. bbox=[807, 1301, 991, 1386]
article-headline: ΤΟ ΑΝΤΙΟΡΠΙΛΛΙΚΟΝ ΤΗΣ «ΠΟΛΥΦΗΜΟΣ» ΕΙΣ ΤΟ ΝΟΡΦΟΛΚ bbox=[454, 1295, 587, 1328]
divider bbox=[613, 1405, 1184, 1408]
article-headline: ΤΟΥΡΚΙΑΣ ΚΑΙ ΡΩΣΣΙΑΣ bbox=[1226, 264, 1516, 294]
article-text: ΣΥΝΕΧΕΙΑ ΕΚ ΤΗΣ 1ης ΣΕΛΙΔΟΣ. — Ὁ στρατηγὸς Γρίβας ἀφικνεῖται αὔριον εἰς Ἀθήνας, ὅπου θὰ ἔχῃ συνομιλίας μετὰ τοῦ πρωθυπουργοῦ καὶ θὰ μετάσχῃ στρατιωτικῆς συσκέψεως. bbox=[613, 1006, 798, 1077]
article-text: ΑΘΗΝΑΙ, 23. — Εἰς τὸ ὑπ' ἀριθ. 29 φύλλον τῆς «Ἐφημερίδος τῆς Κυβερνήσεως» ἐδημοσιεύθησαν αἱ προαγωγαὶ καὶ οἱ διορισμοὶ δημοδιδασκάλων τῆς περιφερείας Θεσσαλονίκης, Σερρῶν, Δράμας, Καβάλας, Κοζάνης καὶ Φλωρίνης, καθὼς καὶ αἱ μεταθέσεις γυμναστῶν εἰς τὰς Ἀθήνας. bbox=[49, 1126, 233, 1235]
divider bbox=[437, 1529, 604, 1530]
article-text: Ὁ γραμματεὺς τῆς ὀργανώσεως διαψεύδει τὰ δημοσιευθέντα. bbox=[437, 1658, 604, 1682]
article-text: ΑΘΗΝΑΙ, 23. — Εἰς τὸ ὑπ' ἀριθ. 29 φύλλον τῆς «Ἐφημερίδος τῆς Κυβερνήσεως» ἐδημοσιεύθησαν αἱ προαγωγαὶ καὶ οἱ διορισμοὶ δημοδιδασκάλων τῆς περιφερείας Θεσσαλονίκης, Σερρῶν, Δράμας, Καβάλας, Κοζάνης καὶ Φλωρίνης, καθὼς καὶ αἱ μεταθέσεις γυμναστῶν εἰς τὰς Ἀθήνας. bbox=[49, 902, 233, 1010]
article-text: ΑΘΗΝΑΙ, 23. — Κατετέθη εἰς τὴν Βουλὴν τὸ σχέδιον νόμου περὶ ἀσφαλείας τῆς ναυσιπλοΐας καὶ τῆς ἀνθρωπίνης ζωῆς ἐν θαλάσσῃ. bbox=[437, 581, 604, 628]
divider bbox=[613, 775, 1184, 778]
article-subheadline: ΝΕΚΡΟΣ ΕΞ ΤΗΝ ΥΠΑΙΘΡΟΝ bbox=[634, 1376, 777, 1388]
divider bbox=[49, 849, 427, 852]
article-text: ΑΘΗΝΑΙ, 23. — Εἰς τὸ ὑπ' ἀριθ. 29 φύλλον τῆς «Ἐφημερίδος τῆς Κυβερνήσεως» ἐδημοσιεύθησαν αἱ προαγωγαὶ καὶ οἱ διορισμοὶ δημοδιδασκάλων τῆς περιφερείας Θεσσαλονίκης, Σερρῶν, Δράμας, Καβάλας, Κοζάνης καὶ Φλωρίνης, καθὼς καὶ αἱ μεταθέσεις γυμναστῶν εἰς τὰς Ἀθήνας. bbox=[243, 1126, 427, 1235]
article-text: ΜΟΝΤΡΟΞ, Σκωτία, 23. — Ὁ γνωστὸς τενόρος ἐφονεύθη κατὰ τὴν πτῶσιν ἐλαφροῦ ἀεροσκάφους. bbox=[437, 1086, 604, 1134]
divider bbox=[1194, 1148, 1548, 1151]
masthead-banner bbox=[49, 57, 1554, 157]
article-text: ΜΑΓΑΜΙ, 23. (Ἀσσ. Πρές). — Ὁ Κουβανὸς ἀξιωματικὸς ἀνέλαβε τὴν εὐθύνην. bbox=[437, 1170, 604, 1206]
article-headline: τού κυπριακού λαού bbox=[700, 210, 1098, 250]
article-text: ΜΟΝΤΡΟΞ, Σκωτία, 23. — Ὁ γνωστὸς τενόρος ἐφονεύθη κατὰ τὴν πτῶσιν ἐλαφροῦ ἀεροσκάφους. bbox=[437, 665, 604, 713]
article-text: ΛΕΥΚΩΣΙΑ, 23. (Κυπριακὸν Πρακτ.). — Ἡ γενικὴ ἐκ μέρους τοῦ κυπριακοῦ λαοῦ ἐκτίμησις τῆς σοβιετικῆς προτάσεως περὶ εἰρηνικῆς διευθετήσεως τοῦ κυπριακοῦ εἶναι ὅτι ἐτραυμάτισε τὰ αἰσθήματα τοῦ λαοῦ. Ὁ Ἀρχιεπίσκοπος Μακάριος ἐδήλωσεν ὅτι ὁ κυπριακὸς λαὸς ἐπιμένει εἰς τὴν αὐτοδιάθεσιν. Ἡ Γιουγκοσλαβία ὑποστηρίζει μὲ ἐπιμονὴν τὴν αὐτοδιάθεσιν τῆς νήσου, ἐνῷ εἰς Ἄγκυραν συνεκλήθη μυστικὴ σύσκεψις πρεσβευτῶν. bbox=[613, 408, 798, 564]
featured-story-box bbox=[1194, 1319, 1548, 1626]
article-body bbox=[1194, 373, 1548, 473]
article-subheadline: ΕΤΡΑΥΜΑΤΙΣΘΗ ΝΟΜΑΡΧΗΣ bbox=[825, 1288, 972, 1300]
article-subheadline: ΣΥΓΚΕΝΤΡΩΣΙΣ ΕΙΣ ΑΘΗΝΑΣ bbox=[633, 1084, 778, 1096]
divider bbox=[1194, 828, 1548, 831]
article-text: ΣΥΝΕΧΕΙΑ ΕΚ ΤΗΣ 1ης ΣΕΛΙΔΟΣ. — Ὁ στρατηγὸς Γρίβας ἀφικνεῖται αὔριον εἰς Ἀθήνας, ὅπου θὰ ἔχῃ συνομιλίας μετὰ τοῦ πρωθυπουργοῦ καὶ θὰ μετάσχῃ στρατιωτικῆς συσκέψεως. bbox=[613, 929, 798, 1002]
article-headline: Η κ. ΤΖΟΝΣΟΝ ΠΡΟΣΒΛΗΘΕΙΣΑ ΑΠΟ ΚΡΥΟΛΟΓΗΜΑ bbox=[1211, 1040, 1531, 1054]
article-text: Ὁ γραμματεὺς τῆς ὀργανώσεως διαψεύδει τὰ δημοσιευθέντα. bbox=[437, 553, 604, 576]
article-headline: διά τόν Τσώρτσιλ bbox=[1275, 1370, 1467, 1447]
article-text: ΑΘΗΝΑΙ, 23. — Ἐπιστρέφει σήμερον εἰς Ἀθήνας ὁ ἐν Βελιγραδίῳ πρέσβυς τῆς Ἑλλάδος κ. Καμπαλούρης, ὁ ὁποῖος θὰ ἐνημερώσῃ τὴν κυβέρνησιν ἐπὶ τῶν συνομιλιῶν μὲ τὸν στρατάρχην Τίτο. bbox=[49, 1532, 427, 1644]
article-text: ΣΑΝ ΡΕΜΟ, 23. (Ἀσσ. Πρές). — Ἀπεβίωσεν ἐκ τῶν τραυμάτων του ὁ Ἰταλὸς στρατηγός, ὁ ὁποῖος ἐτραυματίσθη ὑπὸ καταληφθέντος ὑπὸ ἀμόκ ἐντὸς τοῦ δικαστηρίου. bbox=[613, 1453, 798, 1513]
article-text: ΒΕΛΙΓΡΑΔΙΟΝ, 23. (Ἀσσ. Πρές). — Τὸ ἐπίσημον πρακτορεῖον εἰδήσεων «Ταν-γιούγκ» μεταδίδει ὅτι ἡ Γιουγκοσλαβία ἐπιθυμεῖ τὴν βελτίωσιν τῶν σχέσεών της μὲ τὸ Βατικανόν. bbox=[437, 297, 604, 368]
article-headline: ΜΕΤΕΦΕΡΘΗ ΕΙΣ ΤΟ ΙΔΙΟΝ ΝΟΣΟΚΟΜΕΙΟΝ bbox=[1239, 1057, 1503, 1070]
article-text: ΣΑΝ ΡΕΜΟ, 23. (Ἀσσ. Πρές). — Ἀπεβίωσεν ἐκ τῶν τραυμάτων του ὁ Ἰταλὸς στρατηγός, ὁ ὁποῖος ἐτραυματίσθη ὑπὸ καταληφθέντος ὑπὸ ἀμόκ ἐντὸς τοῦ δικαστηρίου. bbox=[807, 1453, 991, 1513]
article-headline: Η ΓΙΟΥΓΚΟΣΛΑΒΙΑ ΕΠΙΘΥΜΕΙ ΒΕΛΤΙΩΣΙΝ ΤΩΝ ΣΧΕΣΕΩΝ ΤΗΣ ΜΕ ΤΟ ΒΑΤΙΚΑΝΟΝ bbox=[438, 170, 603, 218]
article-subheadline: Ικανοποιημένος ό γιουγκοσλαβικός τύπος bbox=[127, 1487, 349, 1529]
article-subheadline: ΤΟ ΜΟΙΡΑΙΟΝ ΑΝΑΜΕΝΕΤΑΙ ΑΠΟ ΣΤΙΓΜΗΣ ΕΙΣ ΣΤΙΓΜΗΝ bbox=[1204, 1449, 1538, 1481]
article-headline: ΔΙΑ ΣΥΝΟΜΙΛΙΑΣ ΜΕΤΑ ΤΗΣ ΚΥΒΕΡΝΗΣΕΩΣ bbox=[727, 843, 1070, 901]
article-headline: ΚΑΤΕΤΕΘΗ ΝΟΜΟΣΧΕΔΙΟΝ ΠΕΡΙ ΑΣΦΑΛΕΙΑΣ ΤΗΣ ΝΑΥΣΙΠΛΟΪΑΣ bbox=[437, 381, 604, 404]
article-subheadline: Η ΘΕΣΙΣ ΤΗΣ ΓΙΟΥΓΚΟΣΛΑΒΙΑΣ bbox=[819, 626, 978, 638]
divider bbox=[49, 1246, 427, 1249]
article-subheadline: ΚΑΙ ΤΩΝ ΥΠΟΥΡΓΩΝ ΤΟΥ bbox=[107, 352, 369, 374]
article-body bbox=[1194, 1190, 1548, 1228]
article-body bbox=[49, 1532, 427, 1646]
article-headline: Ο ΚΑΤΑΛΗΦΘΕΙΣ ΕΝΤΟΣ ΤΟΥ ΔΙΚΑΣΤΗΡΙΟΥ ΥΠΟ ΑΜΟΚ bbox=[683, 1434, 1114, 1450]
article-headline: ΕΤΡΑΥΜΑΤΙΣΕ ΤΑ ΑΙΣΘΗΜΑΤΑ bbox=[657, 169, 1141, 208]
article-headline: Ο κ. ΓΡΙΒΑΣ ΕΡΧΕΤΑΙ ΑΥΡΙΟΝ ΕΙΣ ΑΘΗΝΑΣ bbox=[693, 782, 1104, 840]
article-text: Κατὰ τὸ τελευταῖον εἰκοσιτετράωρον ἐσημειώθησαν σποραδικαὶ βροχαὶ καὶ καταιγίδες εἰς τὴν Βόρειον Ἑλλάδα. Εἰς Καλαμάταν τεράστια κύματα ἐσάρωσαν τὴν παραλίαν. bbox=[1194, 557, 1366, 628]
article-headline: επί τών συνομιλιών μέ τόν Τίτο bbox=[88, 1374, 388, 1433]
divider bbox=[437, 1638, 604, 1639]
divider bbox=[437, 992, 604, 993]
article-text: ΒΕΛΙΓΡΑΔΙΟΝ, 23. (Ἀσσ. Πρές). — Τὸ ἐπίσημον πρακτορεῖον εἰδήσεων «Ταν-γιούγκ» μεταδίδει ὅτι ἡ Γιουγκοσλαβία ἐπιθυμεῖ τὴν βελτίωσιν τῶν σχέσεών της μὲ τὸ Βατικανόν. bbox=[437, 914, 604, 986]
